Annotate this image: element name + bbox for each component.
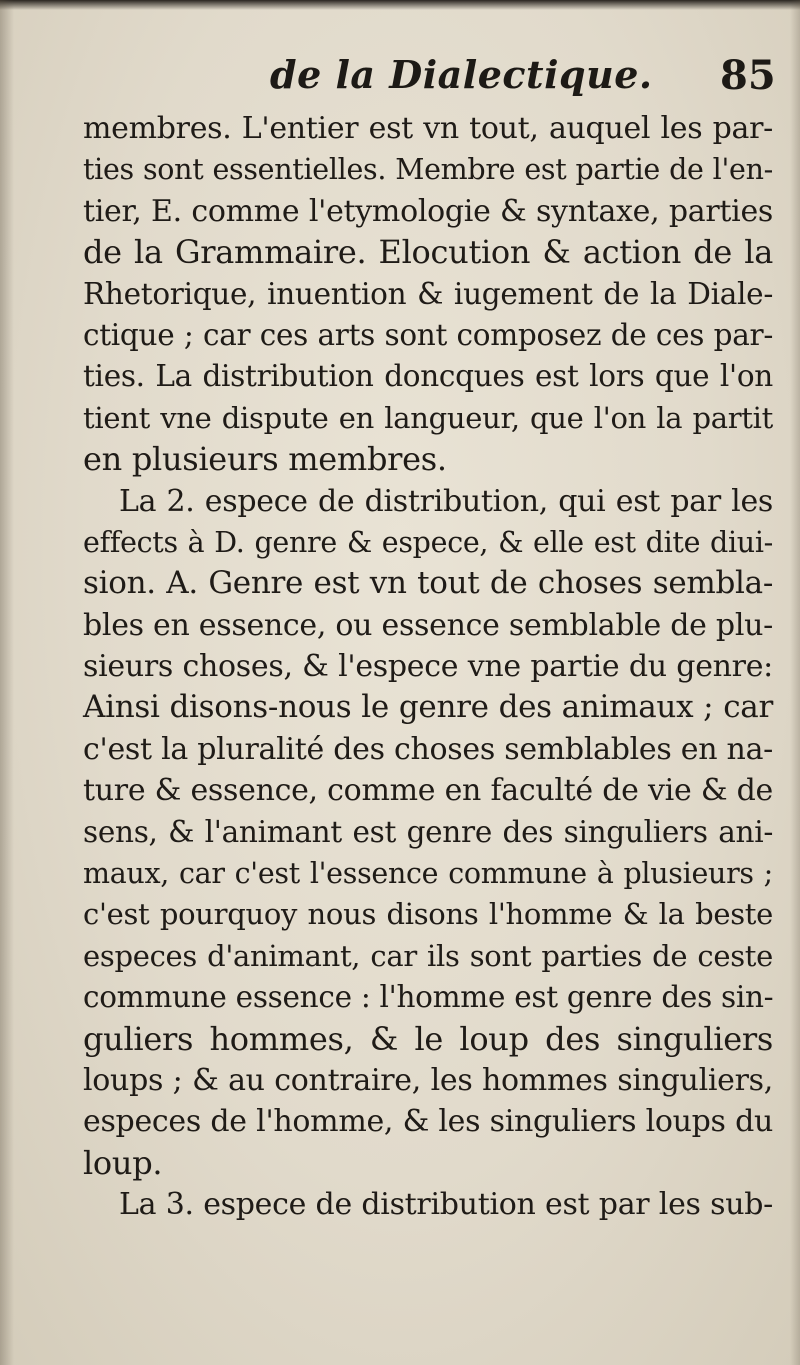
text-line: effects à D. genre & espece, & elle est dite diui- (83, 525, 773, 559)
text-line: en plusieurs membres. (83, 440, 447, 479)
text-line: guliers hommes, & le loup des singuliers (83, 1019, 773, 1058)
text-line: bles en essence, ou essence semblable de plu- (83, 607, 773, 643)
running-title: de la Dialectique. (270, 52, 653, 97)
text-line: ties. La distribution doncques est lors que l'on (83, 359, 773, 394)
page-number: 85 (720, 52, 776, 99)
text-line: Rhetorique, inuention & iugement de la Diale- (83, 276, 773, 311)
text-line: loups ; & au contraire, les hommes singuliers, (83, 1062, 773, 1098)
text-line: tient vne dispute en langueur, que l'on la partit (83, 400, 773, 435)
text-line: ctique ; car ces arts sont composez de ces par- (83, 317, 773, 352)
body-text (83, 108, 773, 1226)
text-line: c'est pourquoy nous disons l'homme & la beste (83, 897, 773, 932)
page-header (0, 52, 800, 108)
text-line: sieurs choses, & l'espece vne partie du genre: (83, 649, 773, 685)
text-line: de la Grammaire. Elocution & action de la (83, 233, 773, 272)
text-line: especes de l'homme, & les singuliers loups du (83, 1104, 773, 1140)
text-line: tier, E. comme l'etymologie & syntaxe, parties (83, 193, 773, 229)
text-line: c'est la pluralité des choses semblables en na- (83, 731, 773, 767)
page-top-edge (0, 0, 800, 10)
text-line: ties sont essentielles. Membre est partie de l'en- (83, 153, 773, 187)
text-line: maux, car c'est l'essence commune à plusieurs ; (83, 857, 773, 891)
gutter-shadow (0, 0, 14, 1365)
text-line: membres. L'entier est vn tout, auquel les par- (83, 111, 773, 146)
text-line: sens, & l'animant est genre des singuliers ani- (83, 814, 773, 849)
text-line: especes d'animant, car ils sont parties de ceste (83, 938, 773, 973)
text-line: ture & essence, comme en faculté de vie & de (83, 773, 773, 809)
text-line: loup. (83, 1143, 163, 1182)
text-line: La 2. espece de distribution, qui est par les (119, 483, 773, 519)
text-line: sion. A. Genre est vn tout de choses sembla- (83, 565, 773, 602)
text-line: commune essence : l'homme est genre des sin- (83, 980, 774, 1015)
fore-edge-shadow (790, 0, 800, 1365)
text-line: Ainsi disons-nous le genre des animaux ; car (83, 689, 773, 726)
text-line: La 3. espece de distribution est par les sub- (119, 1187, 773, 1223)
